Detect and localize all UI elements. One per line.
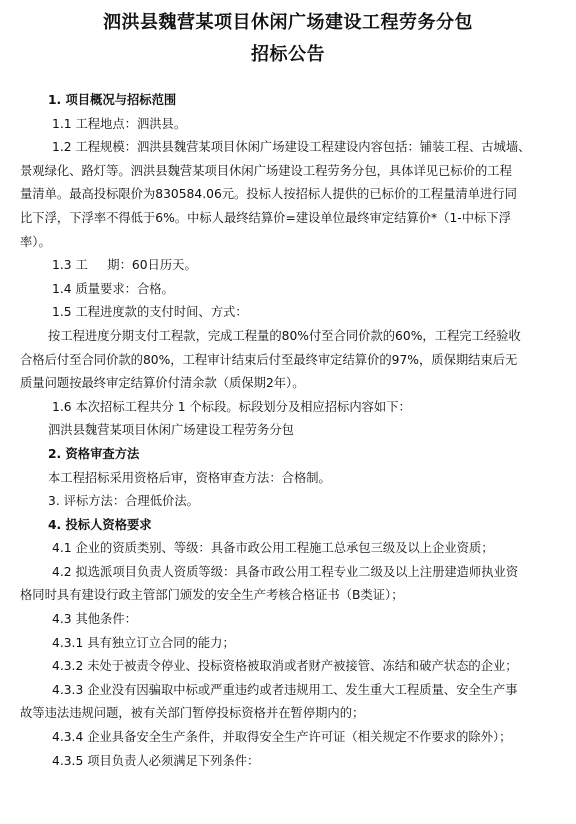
item-4-2-line1: 4.2 拟选派项目负责人资质等级：具备市政公用工程专业二级及以上注册建造师执业资 [52, 564, 519, 579]
item-4-3-2: 4.3.2 未处于被责令停业、投标资格被取消或者财产被接管、冻结和破产状态的企业； [52, 659, 518, 674]
item-1-2-line2: 景观绿化、路灯等。泗洪县魏营某项目休闲广场建设工程劳务分包，具体详见已标价的工程 [20, 163, 512, 178]
item-4-3-3-line2: 故等违法违规问题，被有关部门暂停投标资格并在暂停期内的； [20, 706, 365, 721]
item-1-5-para-line3: 质量问题按最终审定结算价付清余款（质保期2年）。 [20, 376, 305, 391]
item-1-4: 1.4 质量要求：合格。 [52, 281, 174, 296]
document-body [20, 89, 552, 773]
section-2-body: 本工程招标采用资格后审，资格审查方法：合格制。 [48, 470, 331, 485]
item-1-2-line1: 1.2 工程规模：泗洪县魏营某项目休闲广场建设工程建设内容包括：铺装工程、古城墙、 [52, 140, 531, 155]
document-subtitle: 招标公告 [251, 44, 325, 65]
document-title: 泗洪县魏营某项目休闲广场建设工程劳务分包 [103, 12, 473, 33]
section-4-heading: 4. 投标人资格要求 [48, 517, 152, 532]
item-4-2-line2: 格同时具有建设行政主管部门颁发的安全生产考核合格证书（B类证）； [20, 588, 404, 603]
item-4-3-5: 4.3.5 项目负责人必须满足下列条件： [52, 753, 260, 768]
item-1-6: 1.6 本次招标工程共分 1 个标段。标段划分及相应招标内容如下： [52, 399, 411, 414]
item-1-5-para-line2: 合格后付至合同价款的80%，工程审计结束后付至最终审定结算价的97%，质保期结束后无 [20, 352, 518, 367]
section-3: 3. 评标方法：合理低价法。 [48, 494, 199, 509]
item-1-5: 1.5 工程进度款的支付时间、方式： [52, 305, 248, 320]
item-1-2-line3: 量清单。最高投标限价为830584.06元。投标人按招标人提供的已标价的工程量清单进行同 [20, 187, 517, 202]
item-4-3-3-line1: 4.3.3 企业没有因骗取中标或严重违约或者违规用工、发生重大工程质量、安全生产事 [52, 682, 518, 697]
item-4-1: 4.1 企业的资质类别、等级：具备市政公用工程施工总承包三级及以上企业资质； [52, 541, 494, 556]
item-1-3: 1.3 工 期：60日历天。 [52, 258, 197, 273]
item-1-1: 1.1 工程地点：泗洪县。 [52, 116, 187, 131]
item-4-3-4: 4.3.4 企业具备安全生产条件，并取得安全生产许可证（相关规定不作要求的除外）； [52, 730, 512, 745]
section-1-heading: 1. 项目概况与招标范围 [48, 93, 177, 107]
item-1-2-line5: 率）。 [20, 234, 51, 249]
section-2-heading: 2. 资格审查方法 [48, 446, 140, 461]
item-1-6-lot: 泗洪县魏营某项目休闲广场建设工程劳务分包 [48, 423, 294, 438]
item-4-3: 4.3 其他条件： [52, 612, 137, 627]
item-4-3-1: 4.3.1 具有独立订立合同的能力； [52, 635, 235, 650]
item-1-2-line4: 比下浮，下浮率不得低于6%。中标人最终结算价=建设单位最终审定结算价*（1-中标下浮 [20, 210, 511, 225]
item-1-5-para-line1: 按工程进度分期支付工程款，完成工程量的80%付至合同价款的60%，工程完工经验收 [48, 328, 521, 343]
